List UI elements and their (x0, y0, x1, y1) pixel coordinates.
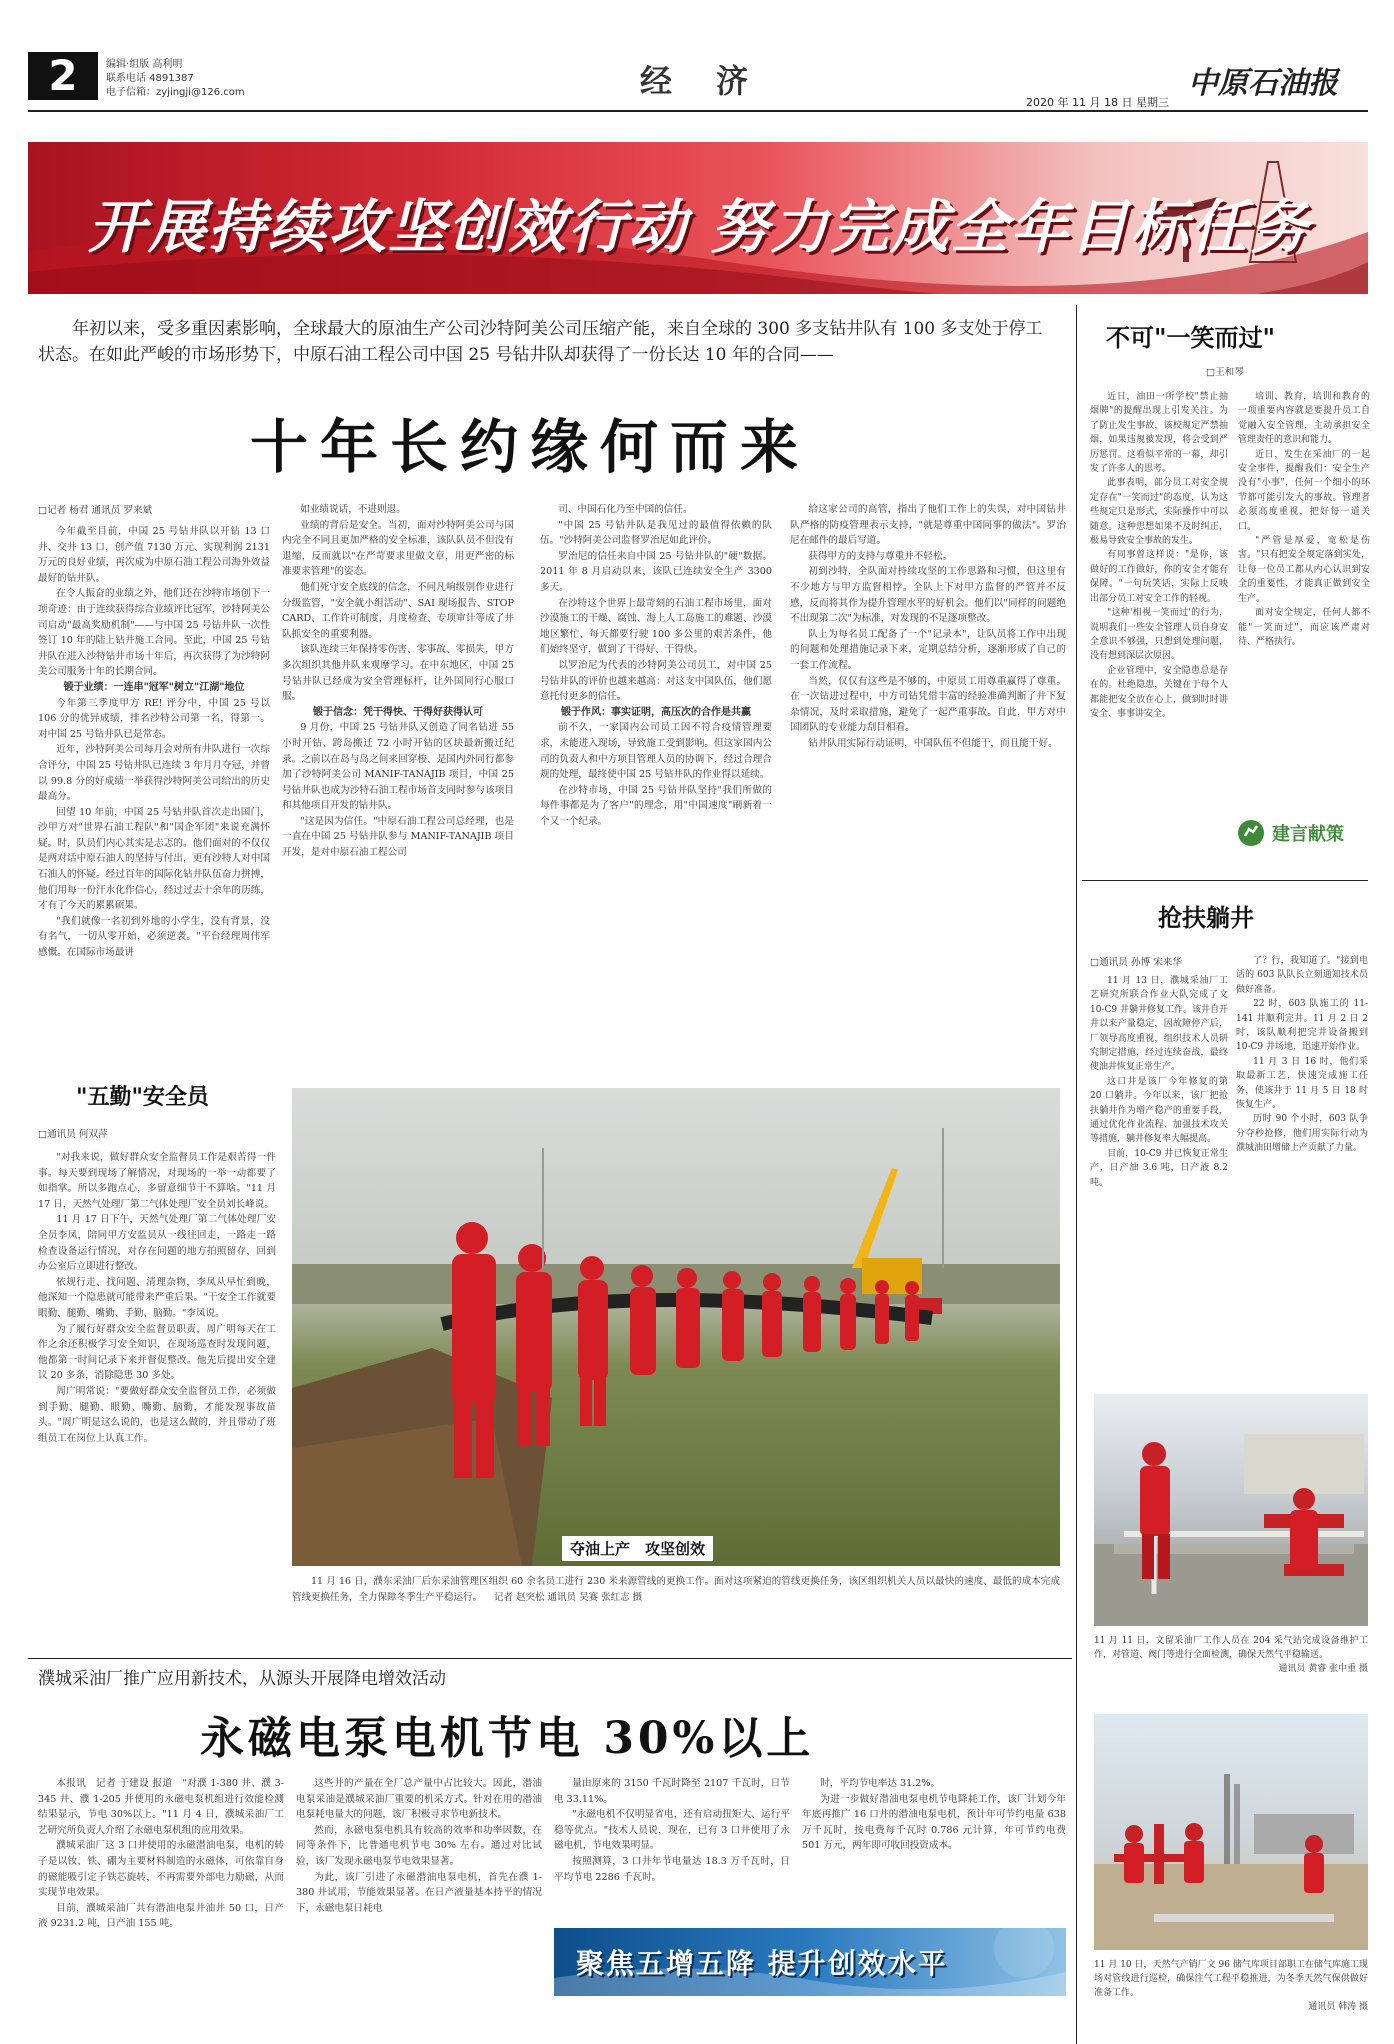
paragraph: 在沙特市场，中国 25 号钻井队坚持"我们所做的每件事都是为了客户"的理念，用"中国速度"刷新着一个又一个纪录。 (540, 784, 772, 827)
subheading: 锻于业绩：一连串"冠军"树立"江湖"地位 (63, 681, 245, 693)
paragraph: 今年第三季度甲方 RE! 评分中，中国 25 号以 106 分的优异成绩，排名沙特公司第一名，得第一。对中国 25 号钻井队已是常态。 (38, 697, 270, 740)
paragraph: 然而，永磁电泵电机具有较高的效率和功率因数，在同等条件下，比普通电机节电 30% 左右。通过对比试验，该厂发现永磁电泵节电效果显著。 (296, 1824, 542, 1867)
paragraph: 以罗治尼为代表的沙特阿美公司员工，对中国 25 号钻井队的评价也越来越高：对这支中国队伍，他们愿意托付更多的信任。 (540, 659, 772, 703)
paragraph: 在令人振奋的业绩之外，他们还在沙特市场创下一项奇迹：由于连续获得综合业绩评比冠军，沙特阿美公司启动"最高奖励机制"——与中国 25 号钻井队一次性签订 10 年的陆上钻井施工合同。至此，中国 25 号钻井队在进入沙特钻井市场十年后，再次获得了为沙特阿美公司服务十年的长期合同。 (38, 588, 270, 678)
lead-col-3 (540, 502, 772, 1076)
paragraph: 按照测算，3 口井年节电量达 18.3 万千瓦时，日平均节电 2286 千瓦时。 (554, 1855, 790, 1883)
qiangfu-headline: 抢扶躺井 (1158, 903, 1254, 932)
lead-col-4 (790, 502, 1066, 1076)
paragraph: 11 月 17 日下午，天然气处理厂第二气体处理厂安全员李凤，陪同甲方安监员从一线往回走，一路走一路检查设备运行情况，对存在问题的地方拍照留存，回到办公室后立即进行整改。 (38, 1214, 276, 1273)
paragraph: 22 时，603 队施工的 11-141 井顺利完井。11 月 2 日 2 时，该队顺利把完井设备搬到 10-C9 井场地，迅速开始作业。 (1236, 999, 1368, 1053)
section-divider (1082, 880, 1368, 881)
paragraph: 今年截至目前，中国 25 号钻井队以开钻 13 口井、交井 13 口，创产值 7130 万元、实现利润 2131 万元的良好业绩，再次成为中原石油工程公司海外效益最好的钻井队。 (38, 526, 270, 584)
photo-gas-storage (1094, 1714, 1368, 1950)
paragraph: 如业绩说话，不进则退。 (300, 504, 406, 515)
paragraph: 有同事曾这样说："是你，该做好的工作做好，你的安全才能有保障。"一句玩笑话，实际上反映出部分员工对安全工作的轻视。 (1090, 550, 1228, 604)
paragraph: 企业管理中，安全隐患总是存在的。杜绝隐患，关键在于每个人都能把安全放在心上，做到时时讲安全、事事讲安全。 (1090, 665, 1228, 719)
suggestion-logo-text: 建言献策 (1272, 824, 1344, 845)
paragraph: 本报讯 记者 于建设 报道 "对濮 1-380 井、濮 3-345 井、濮 1-205 井使用的永磁电泵机组进行效能检测结果显示，节电 30%以上。"11 月 4 日，濮城采油厂工艺研究所负责人介绍了永磁电泵机组的应用效果。 (38, 1778, 284, 1836)
hand-icon (1236, 818, 1266, 848)
paragraph: 量由原来的 3150 千瓦时降至 2107 千瓦时，日节电 33.11%。 (554, 1778, 790, 1805)
paragraph: 给这家公司的高管，指出了他们工作上的失误，对中国钻井队严格的防疫管理表示支持，"就是尊重中国同事的做法"。罗治尼在邮件的最后写道。 (790, 504, 1066, 547)
paragraph: 这口井是该厂今年修复的第 20 口躺井。今年以来，该厂把抢扶躺井作为增产稳产的重要手段，通过优化作业流程、加强技术攻关等措施，躺井修复率大幅提高。 (1090, 1076, 1228, 1145)
paragraph: 回望 10 年前，中国 25 号钻井队首次走出国门，沙甲方对"世界石油工程队"和"国企军团"来说充满怀疑。时，队员们内心其实是忐忑的。他们面对的不仅仅是两对话中原石油人的坚持与付出，更有沙特人对中国石油人的怀疑。经过百年的国际化钻井队伍奋力拼搏，他们用每一份汗水化作信心，经过过去十余年的历练，才有了今天的累累硕果。 (38, 806, 270, 912)
paragraph: 了？行，我知道了。"接到电话的 603 队队长立刻通知技术员做好准备。 (1236, 956, 1368, 995)
anquan-body (38, 1150, 276, 1650)
focus-banner-title: 聚焦五增五降 提升创效水平 (576, 1947, 948, 1980)
paragraph: 该队连续三年保持零伤害、零事故、零损失，甲方多次组织其他井队来观摩学习。在中东地区，中国 25 号钻井队已经成为安全管理标杆，让外国同行心服口服。 (282, 644, 514, 703)
paragraph: 濮城采油厂这 3 口井使用的永磁潜油电泵，电机的转子是以钕、铁、硼为主要材料制造的永磁体，可依靠自身的磁能吸引定子铁芯旋转，不再需要外部电力励磁，从而实现节电效果。 (38, 1840, 284, 1899)
qiangfu-byline: □通讯员 孙博 宋来华 (1090, 957, 1182, 968)
column-divider (1076, 305, 1077, 2044)
qiangfu-col-2 (1236, 954, 1368, 1376)
paragraph: 近年，沙特阿美公司每月会对所有井队进行一次综合评分，中国 25 号钻井队已连续 3 年月月夺冠，并曾以 99.8 分的好成绩一举获得沙特阿美公司给出的历史最高分。 (38, 744, 270, 803)
motor-col-3 (554, 1776, 790, 1916)
joke-headline: 不可"一笑而过" (1106, 323, 1276, 352)
paragraph: 面对安全规定，任何人都不能"一笑而过"，而应该严肃对待、严格执行。 (1238, 608, 1370, 647)
caption-text: 11 月 16 日，濮东采油厂后东采油管理区组织 60 余名员工进行 230 米来源管线的更换工作。面对这项紧迫的管线更换任务，该区组织机关人员以最快的速度、最低的成本完成管线更换任务，全力保障冬季生产平稳运行。 (292, 1576, 1060, 1603)
paragraph: 周广明常说："要做好群众安全监督员工作，必须做到手勤、腿勤、眼勤、嘴勤、脑勤，才能发现事故苗头。"周广明是这么说的，也是这么做的，并且带动了班组员工在岗位上认真工作。 (38, 1385, 276, 1444)
paragraph: 9 月份，中国 25 号钻井队又创造了同名钻进 55 小时开钻、跨岛搬迁 72 小时开钻的区块最新搬迁纪录。之前以在岛与岛之间来回穿梭、是国内外同行都参加了沙特阿美公司 MANIF-TANAJIB 项目，中国 25 号钻井队也成为沙特石油工程市场首支同时参与该项目和其他项目开发的钻井队。 (282, 722, 514, 812)
paragraph: 11 月 13 日，濮城采油厂工艺研究所联合作业大队完成了文 10-C9 井躺井修复工作。该井自开井以来产量稳定，因故障停产后，厂领导高度重视，组织技术人员研究制定措施，经过连续奋战，最终使油井恢复正常生产。 (1090, 976, 1228, 1073)
paragraph: 他们死守安全底线的信念，不同凡响级别作业进行分级监管，"安全就小组活动"、SAI 现场报告、STOP CARD、工作许可制度，月度检查、专项审计等成了井队抓安全的重要利器。 (282, 581, 514, 640)
caption-text: 11 月 10 日，天然气产销厂文 96 储气库项目部职工在储气库施工现场对管线进行巡检，确保注气工程平稳推进，为冬季天然气保供做好准备工作。 (1094, 1960, 1368, 1998)
page-number-box (28, 52, 98, 100)
page-number: 2 (48, 51, 78, 100)
anquan-headline: "五勤"安全员 (76, 1084, 209, 1110)
photo-gas-station (1094, 1394, 1368, 1626)
email-line: 电子信箱：zyjingji@126.com (106, 87, 245, 98)
paragraph: 为了履行好群众安全监督员职责，周广明每天在工作之余还积极学习安全知识，在现场巡查时发现问题，他都第一时间记录下来并督促整改。他先后提出安全建议 20 多条，消除隐患 30 多处。 (38, 1323, 276, 1382)
caption-text: 11 月 11 日，文留采油厂工作人员在 204 采气站完成设备维护工作，对管道、阀门等进行全面检测，确保天然气平稳输送。 (1094, 1636, 1368, 1660)
paragraph: 11 月 3 日 16 时，他们采取最新工艺，快速完成施工任务，使该井于 11 月 5 日 18 时恢复生产。 (1236, 1056, 1368, 1111)
paragraph: "我们就像一名初到外地的小学生，没有背景，没有名气，一切从零开始，必须逆袭。"平台经理周伟军感慨。在国际市场最讲 (38, 915, 270, 959)
paragraph: 目前，10-C9 井已恢复正常生产，日产油 3.6 吨，日产液 8.2 吨。 (1090, 1148, 1228, 1188)
editor-line: 编辑·组版 高利明 (106, 59, 183, 70)
paragraph: "严管是厚爱，宽松是伤害。"只有把安全规定落到实处，让每一位员工都从内心认识到安全的重要性，才能真正做到安全生产。 (1238, 536, 1370, 604)
paragraph: 为此，该厂引进了永磁潜油电泵电机，首先在濮 1-380 井试用，节能效果显著。在日产液量基本持平的情况下，永磁电泵日耗电 (296, 1871, 542, 1914)
paragraph: 当然，仅仅有这些是不够的，中原员工用尊重赢得了尊重。在一次钻进过程中，中方司钻凭借丰富的经验准确判断了井下复杂情况，及时采取措施，避免了一起严重事故。自此，甲方对中国团队的专业能力刮目相看。 (790, 675, 1066, 734)
lead-col-1 (38, 524, 270, 1076)
paragraph: "这是因为信任。"中原石油工程公司总经理，也是一直在中国 25 号钻井队参与 MANIF-TANAJIB 项目开发，是对中原石油工程公司 (282, 815, 514, 859)
photo-gas-storage-image (1094, 1714, 1368, 1950)
caption-credits: 通讯员 韩涛 摄 (1308, 2002, 1368, 2012)
paragraph: "对我来说，做好群众安全监督员工作是艰苦得一件事。每天要到现场了解情况，对现场的一举一动都要了如指掌。所以多跑点心，多留意细节干不算啥。"11 月 17 日，天然气处理厂第二气体处理厂安全员刘长峰说。 (38, 1152, 276, 1210)
joke-col-1 (1090, 390, 1228, 874)
lead-intro: 年初以来，受多重因素影响，全球最大的原油生产公司沙特阿美公司压缩产能，来自全球的 300 多支钻井队有 100 多支处于停工状态。在如此严峻的市场形势下，中原石油工程公司中国 25 号钻井队却获得了一份长达 10 年的合同—— (38, 319, 1043, 365)
phone-line: 联系电话 4891387 (106, 73, 194, 84)
lead-col-2 (282, 502, 514, 1076)
paragraph: 这些井的产量在全厂总产量中占比较大。因此，潜油电泵采油是濮城采油厂重要的机采方式。针对在用的潜油电泵耗电量大的问题，该厂积极寻求节电新技术。 (296, 1778, 542, 1821)
masthead-info (106, 58, 245, 100)
paragraph: 此事表明，部分员工对安全规定存在"一笑而过"的态度，认为这些规定只是形式，实际操作中可以随意。这种思想如果不及时纠正，极易导致安全事故的发生。 (1090, 478, 1228, 547)
lead-headline: 十年长约缘何而来 (250, 413, 811, 481)
paragraph: 钻井队用实际行动证明，中国队伍不但能干，而且能干好。 (808, 737, 1058, 749)
masthead-rule (28, 110, 1368, 112)
suggestion-logo (1236, 812, 1368, 854)
banner-title: 开展持续攻坚创效行动 努力完成全年目标任务 (88, 193, 1311, 261)
lead-byline: □记者 杨君 通讯员 罗来斌 (38, 505, 153, 516)
paragraph: 培训、教育，培训和教育的一项重要内容就是要提升员工自觉融入安全管理，主动承担安全管理责任的意识和能力。 (1238, 392, 1370, 446)
photo-gas-station-image (1094, 1394, 1368, 1626)
motor-col-4 (802, 1776, 1066, 1916)
paragraph: "这种'相视一笑而过'的行为，说明我们一些安全管理人员自身安全意识不够强，只想到处理问题，没有想到深层次原因。 (1090, 608, 1228, 662)
banner (28, 142, 1368, 294)
paragraph: "中国 25 号钻井队是我见过的最值得依赖的队伍。"沙特阿美公司监督罗治尼如此评价。 (540, 519, 772, 547)
date-line: 2020 年 11 月 18 日 星期三 (1026, 96, 1169, 109)
paragraph: 司、中国石化乃至中国的信任。 (558, 504, 693, 515)
paragraph: 目前，濮城采油厂共有潜油电泵井油井 50 口，日产液 9231.2 吨，日产油 155 吨。 (38, 1902, 284, 1930)
paragraph: 罗治尼的信任来自中国 25 号钻井队的"硬"数据。2011 年 8 月启动以来，该队已连续安全生产 3300 多天。 (540, 550, 772, 593)
paragraph: 在沙特这个世界上最苛刻的石油工程市场里，面对沙漠施工的干燥、腐蚀、海上人工岛施工的难题、沙漠地区繁忙、每天都要行驶 100 多公里的艰苦条件，他们始终坚守，做到了干得好、干得快。 (540, 597, 772, 656)
caption-credits: 通讯员 黄睿 张中重 摄 (1278, 1664, 1368, 1674)
paragraph: 为进一步做好潜油电泵电机节电降耗工作，该厂计划今年年底再推广 16 口井的潜油电泵电机，预计年可节约电量 638 万千瓦时，按电费每千瓦时 0.786 元计算，年可节约电费 501 万元，两年即可收回投资成本。 (802, 1793, 1066, 1852)
qiangfu-col-1 (1090, 974, 1228, 1376)
photo-main-pipeline (292, 1088, 1060, 1566)
paragraph: 依规行走、找问题、清理杂物，李凤从早忙到晚，他深知一个隐患就可能带来严重后果。"干安全工作就要眼勤、腿勤、嘴勤、手勤、脑勤。"李凤说。 (38, 1276, 276, 1319)
paragraph: 时，平均节电率达 31.2%。 (820, 1778, 941, 1789)
section-divider (28, 1658, 1072, 1659)
paragraph: 初到沙特，全队面对持续攻坚的工作思路和习惯，但这里有不少地方与甲方监督相悖。全队上下对甲方监督的严管并不反感，反而将其作为提升管理水平的好机会。他们以"同样的问题绝不出现第二次"为标准，对发现的不足逐项整改。 (790, 566, 1066, 625)
subheading: 锻于作风：事实证明，高压次的合作是共赢 (561, 706, 751, 718)
photo-gas-storage-caption (1094, 1958, 1368, 2014)
caption-credits: 记者 赵突松 通讯员 吴赛 张红志 摄 (494, 1592, 643, 1603)
focus-banner (554, 1928, 1066, 1996)
paragraph: 获得甲方的支持与尊重并不轻松。 (808, 550, 953, 562)
paragraph: 前不久，一家国内公司员工因不符合疫情管理要求，未能进入现场，导致施工受到影响。但这家国内公司的负责人和中方项目管理人员的协调下，经过合理合规的处理，最终使中国 25 号钻井队的作业得以延续。 (540, 722, 772, 781)
paper-name-logo: 中原石油报 (1188, 66, 1338, 101)
photo-main-title: 夺油上产 攻坚创效 (562, 1536, 713, 1561)
joke-byline: □王和琴 (1206, 367, 1244, 378)
paragraph: 历时 90 个小时，603 队争分夺秒抢修，他们用实际行动为濮城油田增储上产贡献了力量。 (1236, 1114, 1368, 1154)
motor-col-2 (296, 1776, 542, 2044)
motor-headline: 永磁电泵电机节电 30%以上 (200, 1713, 815, 1764)
motor-kicker: 濮城采油厂推广应用新技术，从源头开展降电增效活动 (38, 1669, 446, 1689)
photo-main-caption (292, 1574, 1060, 1606)
paragraph: "永磁电机不仅明显省电，还有启动扭矩大、运行平稳等优点。"技术人员说，现在，已有 3 口井使用了永磁电机，节电效果明显。 (554, 1809, 790, 1852)
section-title: 经 济 (640, 62, 755, 100)
subheading: 锻于信念：凭干得快、干得好获得认可 (313, 706, 483, 718)
photo-gas-station-caption (1094, 1634, 1368, 1676)
paragraph: 近日，油田一所学校"禁止抽烟牌"的提醒出现上引发关注。为了防止发生事故，该校规定严禁抽烟，如果违规被发现，将会受到严厉惩罚。这看似平常的一幕，却引发了许多人的思考。 (1090, 392, 1228, 475)
joke-col-2 (1238, 390, 1370, 800)
paragraph: 队上为每名员工配备了一个"记录本"，让队员将工作中出现的问题和处理措施记录下来，定期总结分析，逐渐形成了自己的一套工作流程。 (790, 628, 1066, 671)
motor-col-1 (38, 1776, 284, 2044)
photo-main-pipeline-image (292, 1088, 1060, 1566)
paragraph: 业绩的背后是安全。当初，面对沙特阿美公司与国内完全不同且更加严格的安全标准，该队队员不但没有退缩，反而就以"在严苛要求里做文章，用更严密的标准要求管理"的姿态。 (282, 519, 514, 578)
anquan-byline: □通讯员 何双萍 (38, 1129, 108, 1140)
paragraph: 近日，发生在采油厂的一起安全事件，提醒我们：安全生产没有"小事"，任何一个细小的环节都可能引发大的事故。管理者必须高度重视，把好每一道关口。 (1238, 449, 1370, 532)
